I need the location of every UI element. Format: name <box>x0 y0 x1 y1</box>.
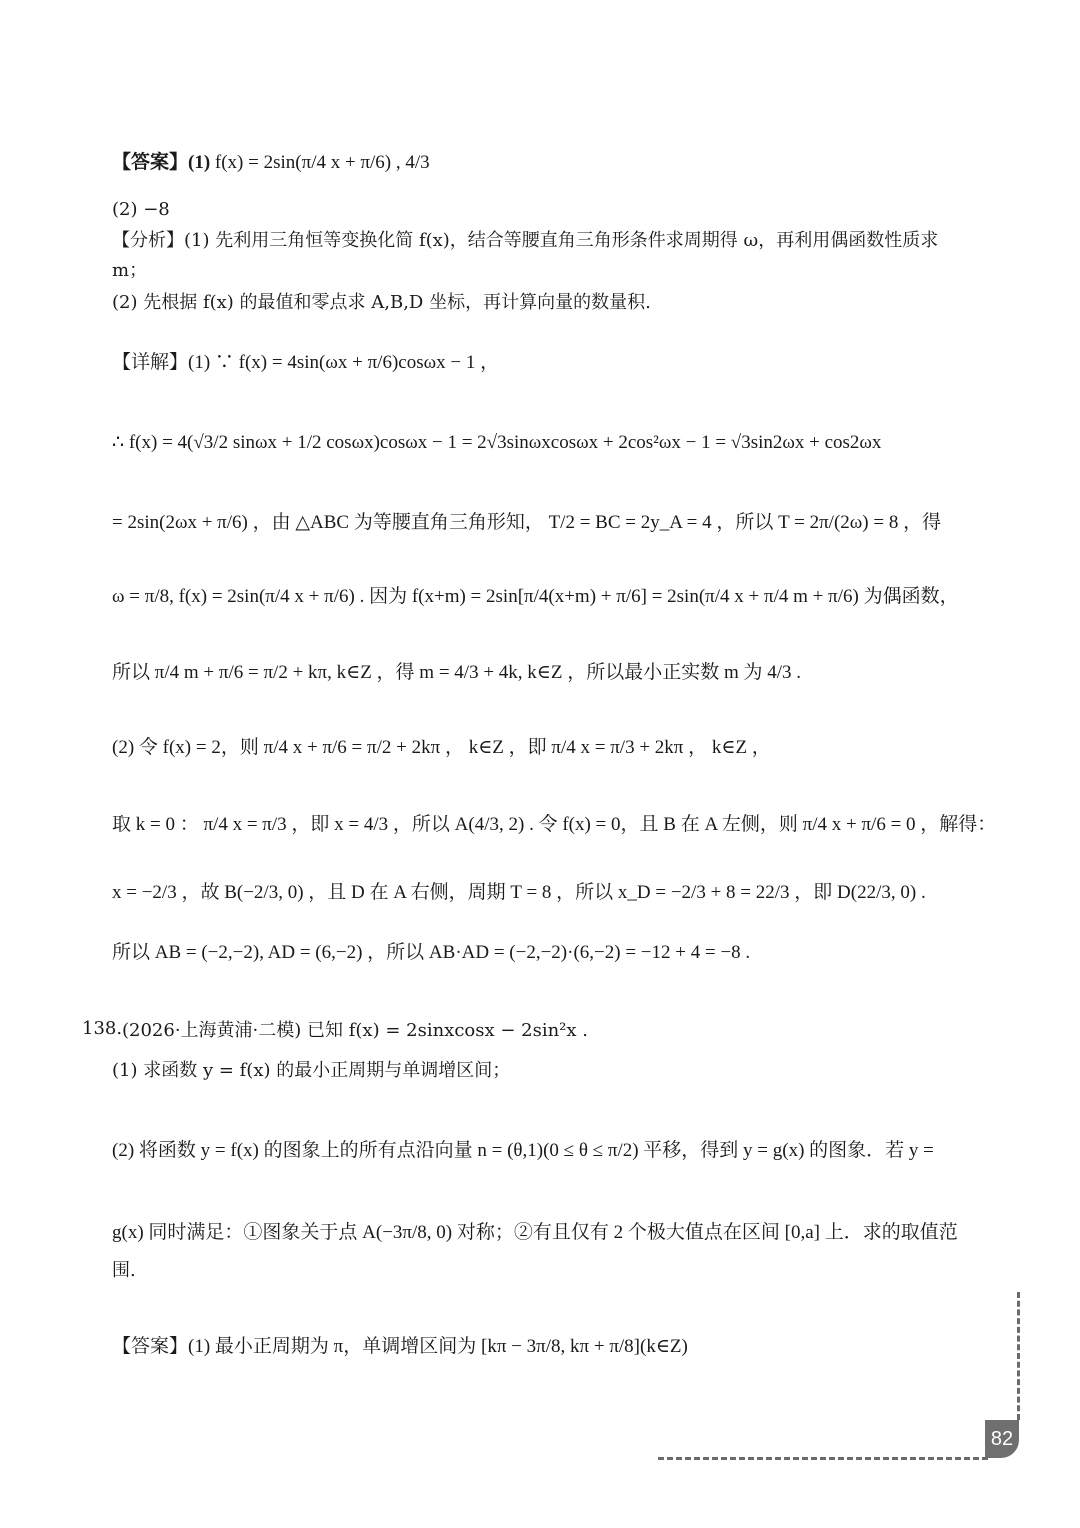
answer-formula: f(x) = 2sin(π/4 x + π/6) , 4/3 <box>214 152 430 173</box>
answer-line-2: (2) −8 <box>112 199 170 220</box>
detail-line-9: 所以 AB = (−2,−2), AD = (6,−2) ，所以 AB·AD = (−2,−2)·(6,−2) = −12 + 4 = −8 . <box>112 942 751 963</box>
analysis-line-3: (2) 先根据 f(x) 的最值和零点求 A,B,D 坐标，再计算向量的数量积. <box>112 292 651 313</box>
detail-line-6: (2) 令 f(x) = 2，则 π/4 x + π/6 = π/2 + 2kπ ， k∈Z ，即 π/4 x = π/3 + 2kπ ， k∈Z ， <box>112 737 771 758</box>
question-part-2-line-3: 围. <box>112 1260 136 1281</box>
corner-dashed-border-horizontal <box>658 1457 988 1460</box>
question-part-1: (1) 求函数 y = f(x) 的最小正周期与单调增区间； <box>112 1060 511 1081</box>
page-number: 82 <box>985 1420 1019 1458</box>
detail-line-7: 取 k = 0 ： π/4 x = π/3 ，即 x = 4/3 ，所以 A(4/3, 2) . 令 f(x) = 0，且 B 在 A 左侧，则 π/4 x + π/6 = 0 ，解得： <box>112 814 997 835</box>
question-number: 138. <box>82 1018 123 1039</box>
question-stem: (2026·上海黄浦·二模) 已知 f(x) = 2sinxcosx − 2sin²x . <box>122 1020 588 1041</box>
question-part-2-line-2: g(x) 同时满足：①图象关于点 A(−3π/8, 0) 对称；②有且仅有 2 个极大值点在区间 [0,a] 上．求的取值范 <box>112 1222 958 1243</box>
answer-label: 【答案】(1) <box>112 152 211 173</box>
question-part-2-line-1: (2) 将函数 y = f(x) 的图象上的所有点沿向量 n = (θ,1)(0 ≤ θ ≤ π/2) 平移，得到 y = g(x) 的图象．若 y = <box>112 1140 934 1161</box>
answer2-line-1: 【答案】(1) 最小正周期为 π，单调增区间为 [kπ − 3π/8, kπ + π/8](k∈Z) <box>112 1336 688 1357</box>
answer-line-1 <box>112 150 1000 177</box>
analysis-line-1: 【分析】(1) 先利用三角恒等变换化简 f(x)，结合等腰直角三角形条件求周期得 ω，再利用偶函数性质求 <box>112 230 939 251</box>
detail-line-1: 【详解】(1) ∵ f(x) = 4sin(ωx + π/6)cosωx − 1 ， <box>112 352 500 373</box>
detail-line-4: ω = π/8, f(x) = 2sin(π/4 x + π/6) . 因为 f(x+m) = 2sin[π/4(x+m) + π/6] = 2sin(π/4 x + π/4 m + π/6) 为偶函数， <box>112 586 959 607</box>
detail-line-2: ∴ f(x) = 4(√3/2 sinωx + 1/2 cosωx)cosωx − 1 = 2√3sinωxcosωx + 2cos²ωx − 1 = √3sin2ωx + cos2ωx <box>112 432 882 453</box>
detail-line-3: = 2sin(2ωx + π/6) ，由 △ABC 为等腰直角三角形知， T/2 = BC = 2y_A = 4 ，所以 T = 2π/(2ω) = 8 ，得 <box>112 512 942 533</box>
detail-line-5: 所以 π/4 m + π/6 = π/2 + kπ, k∈Z ，得 m = 4/3 + 4k, k∈Z ，所以最小正实数 m 为 4/3 . <box>112 662 802 683</box>
analysis-line-2: m； <box>112 260 148 281</box>
corner-dashed-border-vertical <box>1017 1292 1020 1420</box>
detail-line-8: x = −2/3 ，故 B(−2/3, 0) ，且 D 在 A 右侧，周期 T = 8 ，所以 x_D = −2/3 + 8 = 22/3 ，即 D(22/3, 0) . <box>112 882 926 903</box>
